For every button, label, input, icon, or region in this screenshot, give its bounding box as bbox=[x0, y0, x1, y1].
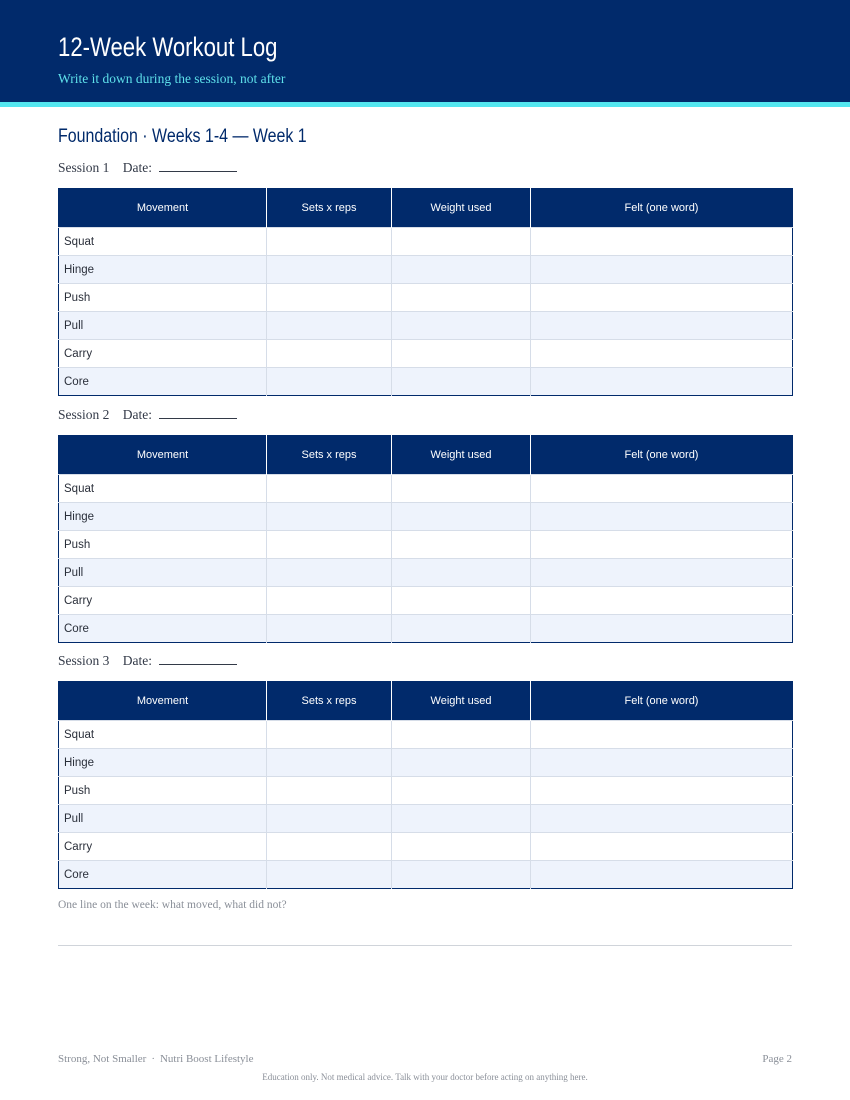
movement-cell: Core bbox=[59, 615, 267, 643]
sets-reps-cell[interactable] bbox=[267, 721, 392, 749]
felt-cell[interactable] bbox=[531, 531, 793, 559]
felt-cell[interactable] bbox=[531, 587, 793, 615]
column-header-movement: Movement bbox=[59, 682, 267, 721]
felt-cell[interactable] bbox=[531, 559, 793, 587]
date-label: Date: bbox=[122, 160, 153, 175]
felt-cell[interactable] bbox=[531, 256, 793, 284]
column-header-weight: Weight used bbox=[392, 682, 531, 721]
movement-cell: Hinge bbox=[59, 503, 267, 531]
movement-cell: Pull bbox=[59, 805, 267, 833]
weight-cell[interactable] bbox=[392, 559, 531, 587]
sets-reps-cell[interactable] bbox=[267, 777, 392, 805]
reflection-answer-line[interactable] bbox=[58, 945, 792, 946]
weight-cell[interactable] bbox=[392, 861, 531, 889]
table-row bbox=[59, 256, 793, 284]
sets-reps-cell[interactable] bbox=[267, 475, 392, 503]
felt-cell[interactable] bbox=[531, 312, 793, 340]
weight-cell[interactable] bbox=[392, 777, 531, 805]
sets-reps-cell[interactable] bbox=[267, 833, 392, 861]
weight-cell[interactable] bbox=[392, 833, 531, 861]
felt-cell[interactable] bbox=[531, 228, 793, 256]
table-row bbox=[59, 284, 793, 312]
column-header-weight: Weight used bbox=[392, 189, 531, 228]
sets-reps-cell[interactable] bbox=[267, 559, 392, 587]
table-row bbox=[59, 368, 793, 396]
movement-cell: Push bbox=[59, 531, 267, 559]
weight-cell[interactable] bbox=[392, 475, 531, 503]
table-header-row bbox=[59, 436, 793, 475]
table-row bbox=[59, 861, 793, 889]
sets-reps-cell[interactable] bbox=[267, 503, 392, 531]
sets-reps-cell[interactable] bbox=[267, 284, 392, 312]
weight-cell[interactable] bbox=[392, 805, 531, 833]
weight-cell[interactable] bbox=[392, 615, 531, 643]
movement-cell: Squat bbox=[59, 475, 267, 503]
table-row bbox=[59, 833, 793, 861]
session-3-label bbox=[58, 653, 237, 669]
felt-cell[interactable] bbox=[531, 721, 793, 749]
table-header-row bbox=[59, 189, 793, 228]
footer-separator: · bbox=[151, 1053, 155, 1065]
column-header-weight: Weight used bbox=[392, 436, 531, 475]
movement-cell: Push bbox=[59, 284, 267, 312]
movement-cell: Hinge bbox=[59, 256, 267, 284]
sets-reps-cell[interactable] bbox=[267, 228, 392, 256]
felt-cell[interactable] bbox=[531, 861, 793, 889]
felt-cell[interactable] bbox=[531, 368, 793, 396]
movement-cell: Carry bbox=[59, 587, 267, 615]
sets-reps-cell[interactable] bbox=[267, 587, 392, 615]
table-row bbox=[59, 312, 793, 340]
sets-reps-cell[interactable] bbox=[267, 256, 392, 284]
section-title: Foundation · Weeks 1-4 — Week 1 bbox=[58, 126, 307, 147]
table-row bbox=[59, 559, 793, 587]
page-subtitle: Write it down during the session, not after bbox=[58, 71, 286, 86]
session-name: Session 2 bbox=[58, 407, 110, 422]
sets-reps-cell[interactable] bbox=[267, 531, 392, 559]
date-field[interactable] bbox=[159, 408, 237, 419]
footer-brand-secondary: Nutri Boost Lifestyle bbox=[159, 1053, 254, 1065]
footer-brand-primary: Strong, Not Smaller bbox=[58, 1053, 147, 1065]
movement-cell: Hinge bbox=[59, 749, 267, 777]
weight-cell[interactable] bbox=[392, 228, 531, 256]
session-2-label bbox=[58, 407, 237, 423]
table-row bbox=[59, 587, 793, 615]
weight-cell[interactable] bbox=[392, 340, 531, 368]
column-header-felt: Felt (one word) bbox=[531, 189, 793, 228]
felt-cell[interactable] bbox=[531, 615, 793, 643]
movement-cell: Squat bbox=[59, 228, 267, 256]
session-name: Session 3 bbox=[58, 653, 110, 668]
weight-cell[interactable] bbox=[392, 503, 531, 531]
footer-disclaimer: Education only. Not medical advice. Talk with your doctor before acting on anything here. bbox=[262, 1072, 588, 1082]
movement-cell: Push bbox=[59, 777, 267, 805]
session-1-table bbox=[58, 188, 793, 396]
table-row bbox=[59, 531, 793, 559]
table-header-row bbox=[59, 682, 793, 721]
date-label: Date: bbox=[122, 407, 153, 422]
felt-cell[interactable] bbox=[531, 777, 793, 805]
page-title: 12-Week Workout Log bbox=[58, 32, 278, 62]
sets-reps-cell[interactable] bbox=[267, 805, 392, 833]
felt-cell[interactable] bbox=[531, 475, 793, 503]
table-row bbox=[59, 805, 793, 833]
header-accent-stripe bbox=[0, 102, 850, 107]
date-field[interactable] bbox=[159, 161, 237, 172]
weekly-reflection-prompt: One line on the week: what moved, what did not? bbox=[58, 899, 287, 911]
table-row bbox=[59, 777, 793, 805]
sets-reps-cell[interactable] bbox=[267, 368, 392, 396]
table-row bbox=[59, 340, 793, 368]
weight-cell[interactable] bbox=[392, 312, 531, 340]
felt-cell[interactable] bbox=[531, 284, 793, 312]
column-header-felt: Felt (one word) bbox=[531, 682, 793, 721]
felt-cell[interactable] bbox=[531, 340, 793, 368]
movement-cell: Pull bbox=[59, 559, 267, 587]
page-header bbox=[0, 0, 850, 102]
table-row bbox=[59, 749, 793, 777]
weight-cell[interactable] bbox=[392, 284, 531, 312]
sets-reps-cell[interactable] bbox=[267, 749, 392, 777]
movement-cell: Squat bbox=[59, 721, 267, 749]
sets-reps-cell[interactable] bbox=[267, 340, 392, 368]
movement-cell: Core bbox=[59, 861, 267, 889]
session-2-table bbox=[58, 435, 793, 643]
felt-cell[interactable] bbox=[531, 503, 793, 531]
weight-cell[interactable] bbox=[392, 721, 531, 749]
weight-cell[interactable] bbox=[392, 256, 531, 284]
session-1-label bbox=[58, 160, 237, 176]
table-row bbox=[59, 228, 793, 256]
column-header-sets-reps: Sets x reps bbox=[267, 682, 392, 721]
movement-cell: Carry bbox=[59, 340, 267, 368]
session-name: Session 1 bbox=[58, 160, 110, 175]
table-row bbox=[59, 503, 793, 531]
felt-cell[interactable] bbox=[531, 749, 793, 777]
date-field[interactable] bbox=[159, 654, 237, 665]
date-label: Date: bbox=[122, 653, 153, 668]
weight-cell[interactable] bbox=[392, 749, 531, 777]
weight-cell[interactable] bbox=[392, 368, 531, 396]
movement-cell: Carry bbox=[59, 833, 267, 861]
weight-cell[interactable] bbox=[392, 531, 531, 559]
footer-brand bbox=[58, 1053, 253, 1065]
column-header-felt: Felt (one word) bbox=[531, 436, 793, 475]
weight-cell[interactable] bbox=[392, 587, 531, 615]
column-header-sets-reps: Sets x reps bbox=[267, 189, 392, 228]
sets-reps-cell[interactable] bbox=[267, 861, 392, 889]
session-3-table bbox=[58, 681, 793, 889]
table-row bbox=[59, 721, 793, 749]
table-row bbox=[59, 475, 793, 503]
table-row bbox=[59, 615, 793, 643]
column-header-sets-reps: Sets x reps bbox=[267, 436, 392, 475]
column-header-movement: Movement bbox=[59, 436, 267, 475]
column-header-movement: Movement bbox=[59, 189, 267, 228]
felt-cell[interactable] bbox=[531, 805, 793, 833]
movement-cell: Core bbox=[59, 368, 267, 396]
sets-reps-cell[interactable] bbox=[267, 312, 392, 340]
sets-reps-cell[interactable] bbox=[267, 615, 392, 643]
page-number: Page 2 bbox=[762, 1053, 792, 1065]
felt-cell[interactable] bbox=[531, 833, 793, 861]
movement-cell: Pull bbox=[59, 312, 267, 340]
